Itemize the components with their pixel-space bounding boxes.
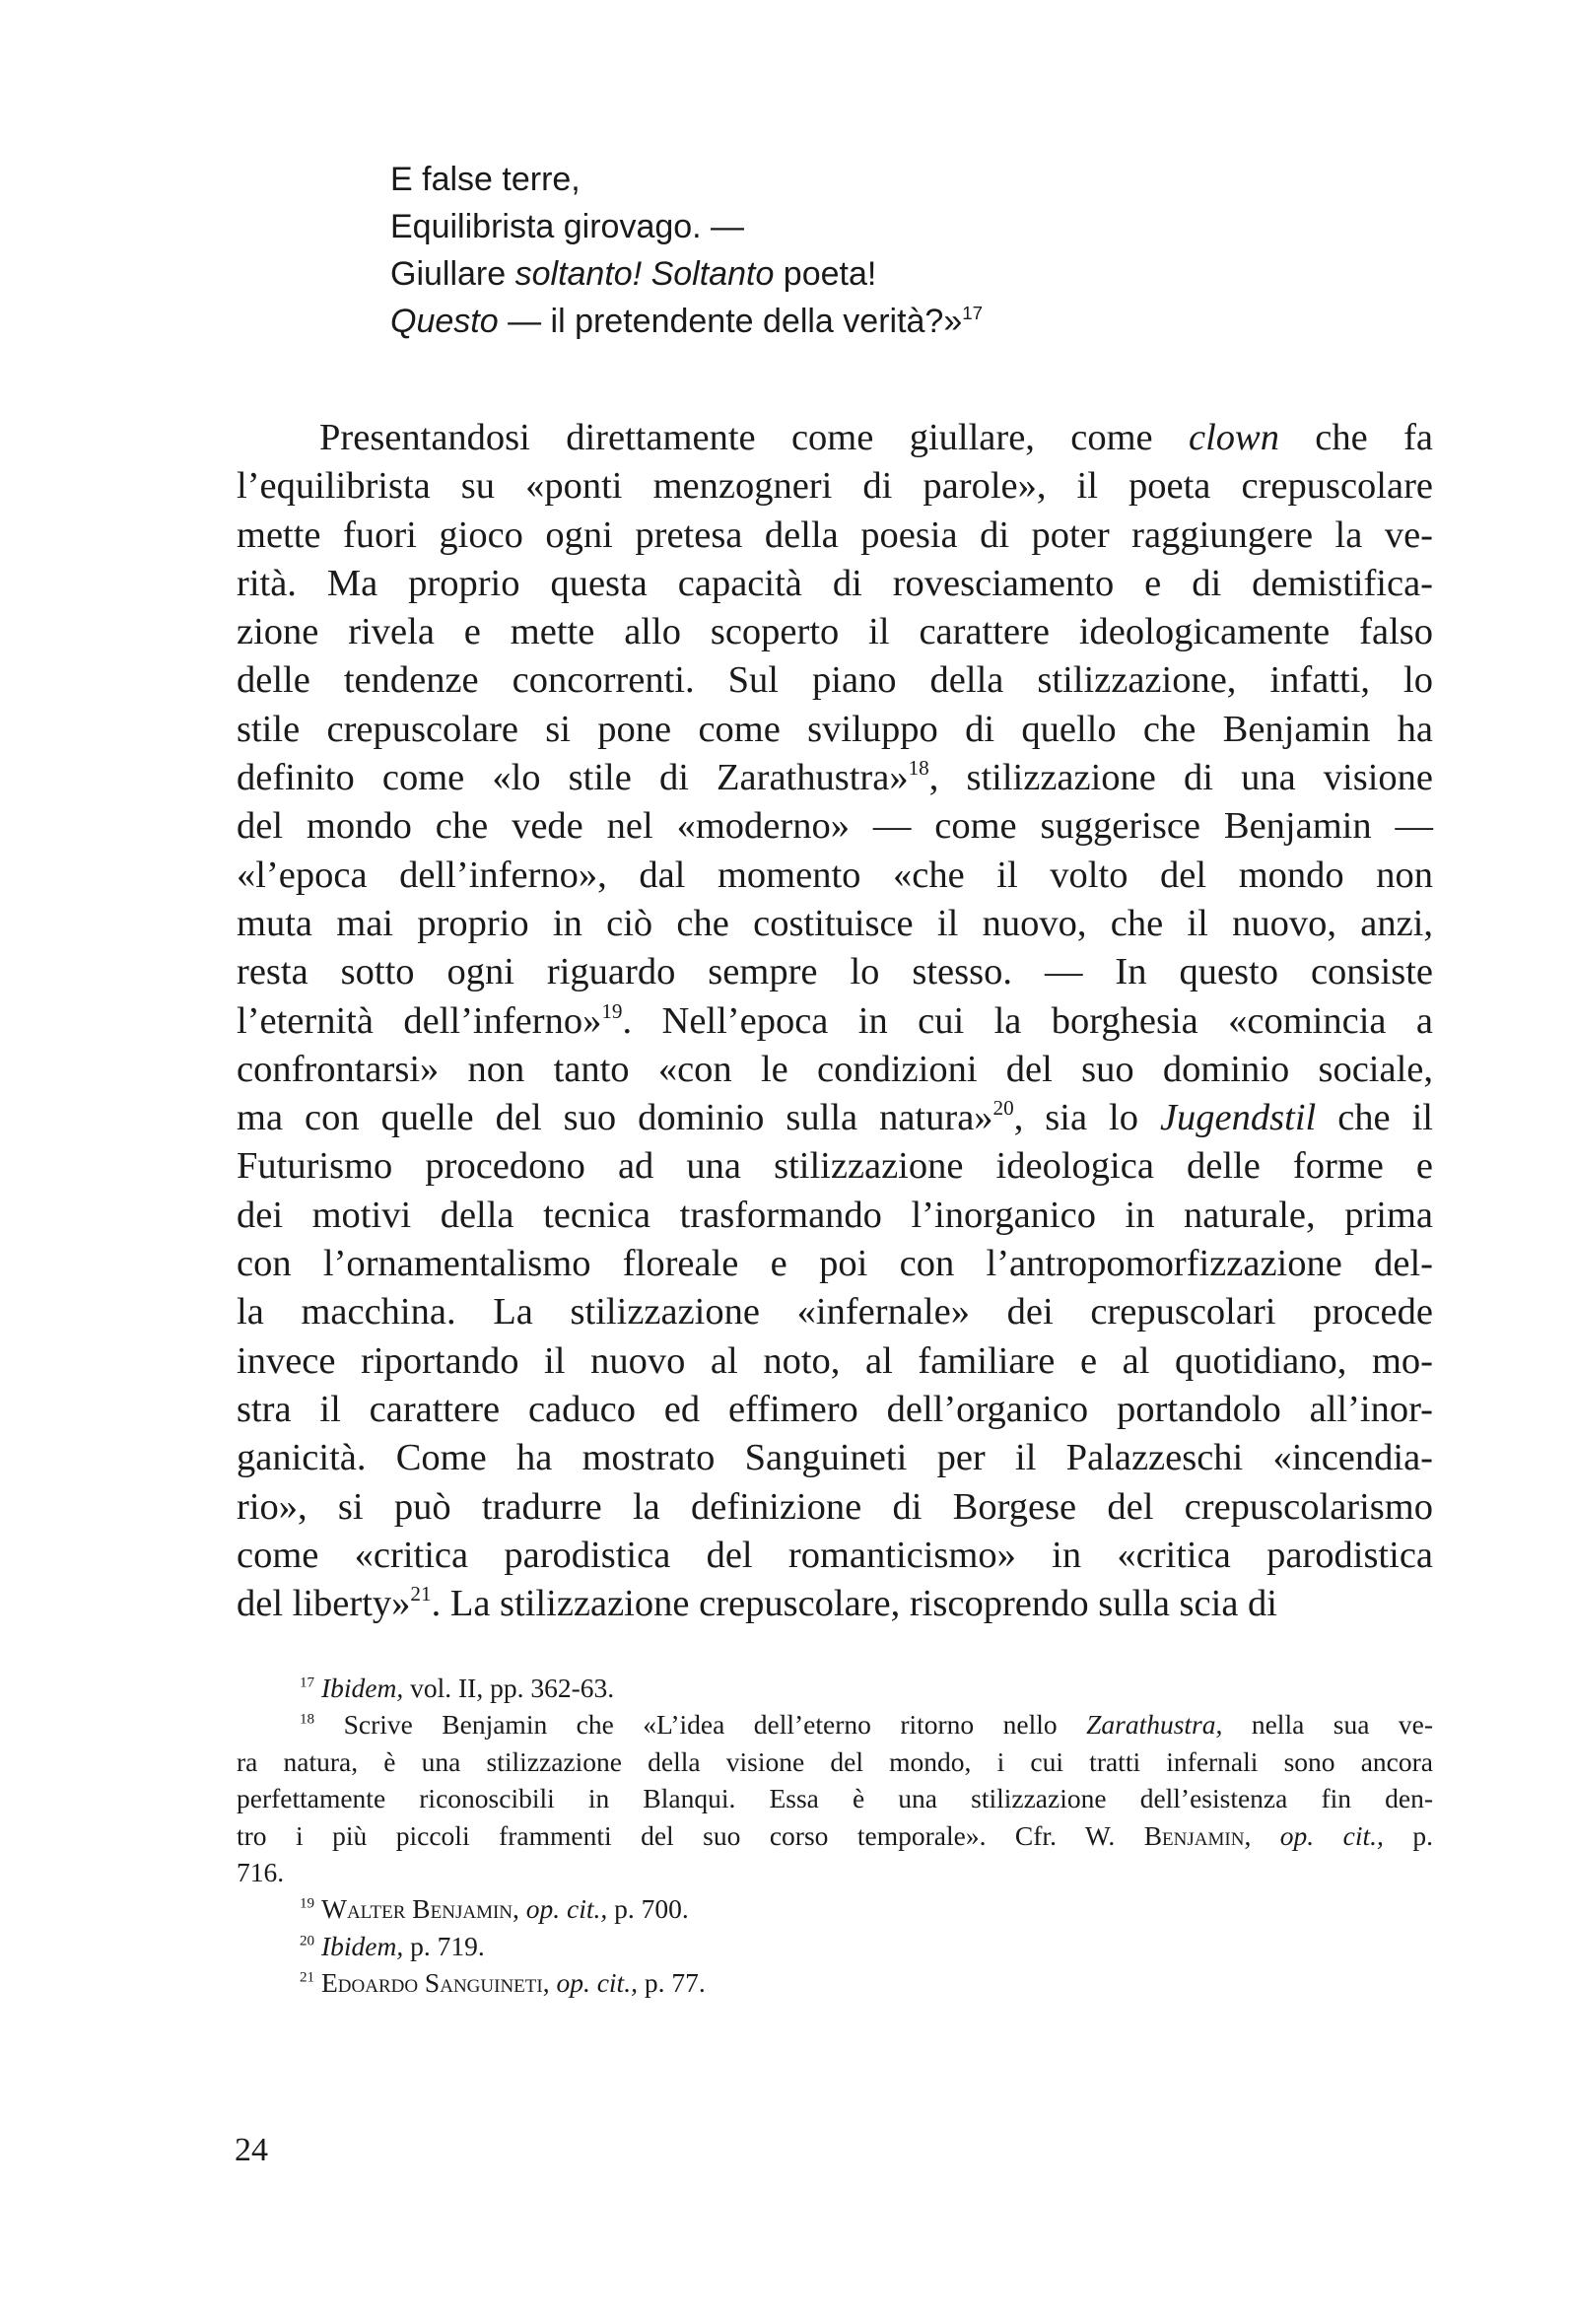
text-segment: op. cit.,	[525, 1893, 608, 1925]
body-line	[237, 1483, 1433, 1532]
footnote-line	[237, 1817, 1433, 1854]
text-segment: muta mai proprio in ciò che costituisce il nuovo, che il nuovo, anzi,	[237, 902, 1433, 944]
text-segment: dei motivi della tecnica trasformando l’inorganico in naturale, prima	[237, 1194, 1433, 1236]
text-segment: 716.	[237, 1857, 285, 1888]
text-segment: ,	[542, 1967, 557, 1999]
footnote-reference: 21	[410, 1582, 432, 1606]
body-line	[237, 656, 1433, 705]
footnote-reference: 20	[992, 1096, 1014, 1121]
footnotes	[237, 1670, 1433, 2002]
text-segment: che il	[1316, 1097, 1433, 1139]
footnote-reference: 18	[300, 1711, 315, 1728]
text-segment: , sia lo	[1013, 1097, 1160, 1139]
body-line	[237, 1580, 1433, 1628]
text-segment: poeta!	[774, 255, 877, 293]
text-segment: «l’epoca dell’inferno», dal momento «che il volto del mondo non	[237, 854, 1433, 896]
footnote-line	[237, 1890, 1433, 1927]
text-segment: del liberty»	[237, 1583, 411, 1625]
body-line	[237, 1240, 1433, 1288]
text-segment	[314, 1931, 321, 1961]
verse-line	[390, 203, 983, 250]
text-segment	[314, 1967, 321, 1998]
text-segment	[642, 255, 650, 293]
body-line	[237, 754, 1433, 802]
footnote-line	[237, 1928, 1433, 1964]
text-segment: ganicità. Come ha mostrato Sanguineti per il Palazzeschi «incendia-	[237, 1437, 1433, 1479]
text-segment: Scrive Benjamin che «L’idea dell’eterno ritorno nello	[314, 1709, 1087, 1741]
body-line	[237, 1094, 1433, 1142]
body-line	[237, 948, 1433, 996]
text-segment: Walter Benjamin	[320, 1893, 513, 1925]
footnote-reference: 18	[908, 756, 929, 781]
body-line	[237, 802, 1433, 851]
text-segment: p. 700.	[607, 1893, 689, 1925]
text-segment: Presentandosi direttamente come giullare, come	[319, 417, 1189, 458]
body-line	[237, 900, 1433, 948]
footnote-line	[237, 1854, 1433, 1890]
text-segment: Zarathustra,	[1086, 1709, 1223, 1741]
footnote-line	[237, 1780, 1433, 1816]
body-line	[237, 414, 1433, 462]
footnote-line	[237, 1964, 1433, 2001]
text-segment: clown	[1188, 417, 1279, 458]
body-line	[237, 1288, 1433, 1336]
text-segment: che fa	[1278, 417, 1433, 458]
text-segment	[314, 1893, 321, 1924]
text-segment: la macchina. La stilizzazione «infernale» dei crepuscolari procede	[237, 1291, 1433, 1333]
text-segment: del mondo che vede nel «moderno» — come suggerisce Benjamin —	[237, 805, 1433, 848]
text-segment: zione rivela e mette allo scoperto il carattere ideologicamente falso	[237, 611, 1433, 653]
text-segment: Ibidem,	[320, 1930, 404, 1961]
text-segment: p. 719.	[403, 1930, 485, 1961]
text-segment: rio», si può tradurre la definizione di Borgese del crepuscolarismo	[237, 1485, 1433, 1528]
text-segment: Edoardo Sanguineti	[320, 1967, 543, 1999]
text-segment: op. cit.,	[1279, 1819, 1384, 1851]
body-line	[237, 1434, 1433, 1482]
body-line	[237, 706, 1433, 754]
verse-line	[390, 298, 983, 345]
text-segment: delle tendenze concorrenti. Sul piano della stilizzazione, infatti, lo	[237, 659, 1433, 702]
text-segment: ra natura, è una stilizzazione della visione del mondo, i cui tratti infernali sono ancora	[237, 1745, 1433, 1777]
verse-line	[390, 156, 983, 203]
body-line	[237, 512, 1433, 560]
text-segment: definito come «lo stile di Zarathustra»	[237, 757, 909, 799]
footnote-reference: 19	[300, 1895, 315, 1912]
footnote-line	[237, 1743, 1433, 1780]
text-segment: p. 77.	[637, 1967, 706, 1999]
text-segment: resta sotto ogni riguardo sempre lo stesso. — In questo consiste	[237, 951, 1433, 993]
text-segment: l’eternità dell’inferno»	[237, 999, 602, 1042]
text-segment: Jugendstil	[1159, 1097, 1317, 1139]
text-segment: tro i più piccoli frammenti del suo corso temporale». Cfr. W.	[237, 1819, 1144, 1851]
text-segment: Soltanto	[650, 255, 775, 293]
footnote-reference: 17	[300, 1675, 315, 1691]
footnote-reference: 21	[300, 1969, 315, 1986]
text-segment: ma con quelle del suo dominio sulla natura»	[237, 1097, 993, 1139]
body-line	[237, 997, 1433, 1046]
text-segment: Benjamin	[1143, 1819, 1245, 1851]
text-segment: nella sua ve-	[1222, 1709, 1433, 1741]
text-segment: op. cit.,	[556, 1967, 638, 1999]
text-segment	[314, 1673, 321, 1703]
text-segment: Ibidem,	[320, 1673, 404, 1703]
text-segment: E false terre,	[390, 161, 581, 198]
text-segment: invece riportando il nuovo al noto, al familiare e al quotidiano, mo-	[237, 1339, 1433, 1382]
text-segment: vol. II, pp. 362-63.	[403, 1673, 615, 1703]
text-segment: Questo	[390, 303, 499, 340]
footnote-reference: 19	[601, 998, 623, 1023]
body-line	[237, 1142, 1433, 1191]
text-segment: perfettamente riconoscibili in Blanqui. Essa è una stilizzazione dell’esistenza fin den-	[237, 1783, 1433, 1814]
verse-quotation	[390, 156, 983, 345]
verse-line	[390, 250, 983, 298]
text-segment: p.	[1383, 1819, 1433, 1851]
text-segment: — il pretendente della verità?»	[498, 303, 963, 340]
footnote-line	[237, 1706, 1433, 1743]
text-segment: mette fuori gioco ogni pretesa della poesia di poter raggiungere la ve-	[237, 513, 1433, 556]
page-number: 24	[235, 2132, 268, 2168]
text-segment: ,	[1244, 1819, 1280, 1851]
footnote-line	[237, 1670, 1433, 1706]
footnote-reference: 17	[962, 302, 984, 323]
text-segment: . La stilizzazione crepuscolare, riscoprendo sulla scia di	[431, 1583, 1277, 1625]
body-line	[237, 852, 1433, 900]
body-line	[237, 1337, 1433, 1386]
text-segment: confrontarsi» non tanto «con le condizioni del suo dominio sociale,	[237, 1048, 1433, 1090]
text-segment: stile crepuscolare si pone come sviluppo di quello che Benjamin ha	[237, 708, 1433, 750]
text-segment: stra il carattere caduco ed effimero dell’organico portandolo all’inor-	[237, 1388, 1433, 1430]
text-segment: Giullare	[390, 255, 515, 293]
text-segment: come «critica parodistica del romanticismo» in «critica parodistica	[237, 1534, 1433, 1576]
body-text	[237, 414, 1433, 1628]
footnote-reference: 20	[300, 1933, 315, 1949]
text-segment: , stilizzazione di una visione	[928, 757, 1433, 799]
text-segment: Equilibrista girovago. —	[390, 208, 745, 245]
text-segment: l’equilibrista su «ponti menzogneri di parole», il poeta crepuscolare	[237, 465, 1433, 508]
body-line	[237, 608, 1433, 656]
body-line	[237, 1386, 1433, 1434]
body-line	[237, 1532, 1433, 1580]
text-segment: rità. Ma proprio questa capacità di rovesciamento e di demistifica-	[237, 562, 1433, 604]
text-segment: Futurismo procedono ad una stilizzazione ideologica delle forme e	[237, 1145, 1433, 1188]
body-line	[237, 1192, 1433, 1240]
text-segment: ,	[513, 1893, 526, 1925]
text-segment: . Nell’epoca in cui la borghesia «comincia a	[622, 999, 1433, 1042]
text-segment: con l’ornamentalismo floreale e poi con l’antropomorfizzazione del-	[237, 1243, 1433, 1285]
body-line	[237, 462, 1433, 511]
body-line	[237, 560, 1433, 608]
text-segment: soltanto!	[514, 255, 643, 293]
body-line	[237, 1046, 1433, 1094]
